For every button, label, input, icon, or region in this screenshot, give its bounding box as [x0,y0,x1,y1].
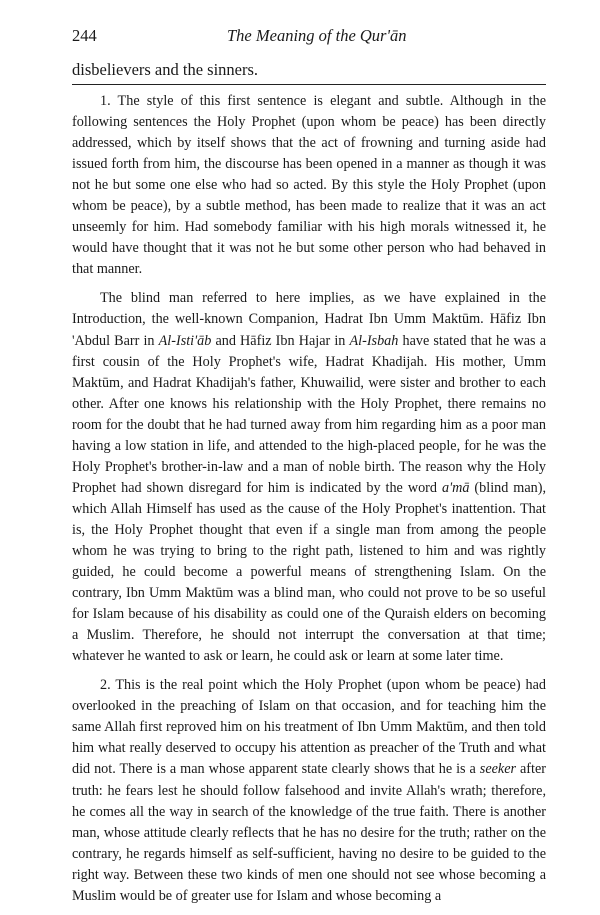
text-run: (blind man), which Allah Himself has used as the cause of the Holy Prophet's inattention. That is, the Holy Prophet thought that even if a single man from among the people whom he was trying to bring to the right path, listened to him and was rightly guided, he could become a powerful means of strengthening Islam. On the contrary, Ibn Umm Maktūm was a blind man, who could not prove to be so useful for Islam because of his disability as could one of the Quraish elders on becoming a Muslim. Therefore, he should not interrupt the conversation at that time; whatever he wanted to ask or learn, he could ask or learn at some later time. [72,479,546,665]
main-text-continuation: disbelievers and the sinners. [72,60,259,79]
text-run: The blind man referred to here implies, as we have explained in the Introduction, the well-known Companion, Hadrat Ibn Umm Maktūm. Hāfiz Ibn 'Abdul Barr in [72,290,546,349]
text-run: have stated that he was a first cousin of the Holy Prophet's wife, Hadrat Khadijah. His mother, Umm Maktūm, and Hadrat Khadijah's father, Khuwailid, were sister and brother to each other. After one knows his relationship with the Holy Prophet, there remains no room for the doubt that he had turned away from him regarding him as a poor man having a low station in life, and attended to the high-placed people, for he was the Holy Prophet's brother-in-law and a man of noble birth. The reason why the Holy Prophet had shown disregard for him is indicated by the word [72,332,546,496]
footnote-paragraph [72,675,546,907]
running-title: The Meaning of the Qur'ān [227,26,407,45]
footnote-divider [72,84,546,85]
italic-term: Al-Isbah [349,332,399,349]
running-head [72,26,542,48]
italic-term: seeker [479,761,517,778]
text-run: 1. The style of this first sentence is elegant and subtle. Although in the following sentences the Holy Prophet (upon whom be peace) has been directly addressed, which by itself shows that the act of frowning and turning aside had issued forth from him, the discourse has been opened in a manner as though it was not he but some one else who had so acted. By this style the Holy Prophet (upon whom be peace), by a subtle method, has been made to realize that it was an act unseemly for him. Had somebody familiar with his high morals witnessed it, he would have thought that it was not he but some other person who had behaved in that manner. [72,93,546,278]
text-run: after truth: he fears lest he should follow falsehood and invite Allah's wrath; therefore, he comes all the way in search of the knowledge of the true faith. There is another man, whose attitude clearly reflects that he has no desire for the truth; rather on the contrary, he regards himself as self-sufficient, having no desire to be guided to the right way. Between these two kinds of men one should not see whose becoming a Muslim would be of greater use for Islam and whose becoming a [72,761,546,904]
text-run: and Hāfiz Ibn Hajar in [211,332,350,349]
footnote-paragraph [72,288,546,667]
italic-term: a'mā [441,479,470,496]
page-number: 244 [72,26,97,45]
text-run: 2. This is the real point which the Holy Prophet (upon whom be peace) had overlooked in the preaching of Islam on that occasion, and for teaching him the same Allah first reproved him on his treatment of Ibn Umm Maktūm, and then told him what really deserved to occupy his attention as preacher of the Truth and what did not. There is a man whose apparent state clearly shows that he is a [72,677,546,778]
footnotes [72,91,546,915]
italic-term: Al-Isti'āb [158,332,212,349]
footnote-paragraph [72,91,546,280]
